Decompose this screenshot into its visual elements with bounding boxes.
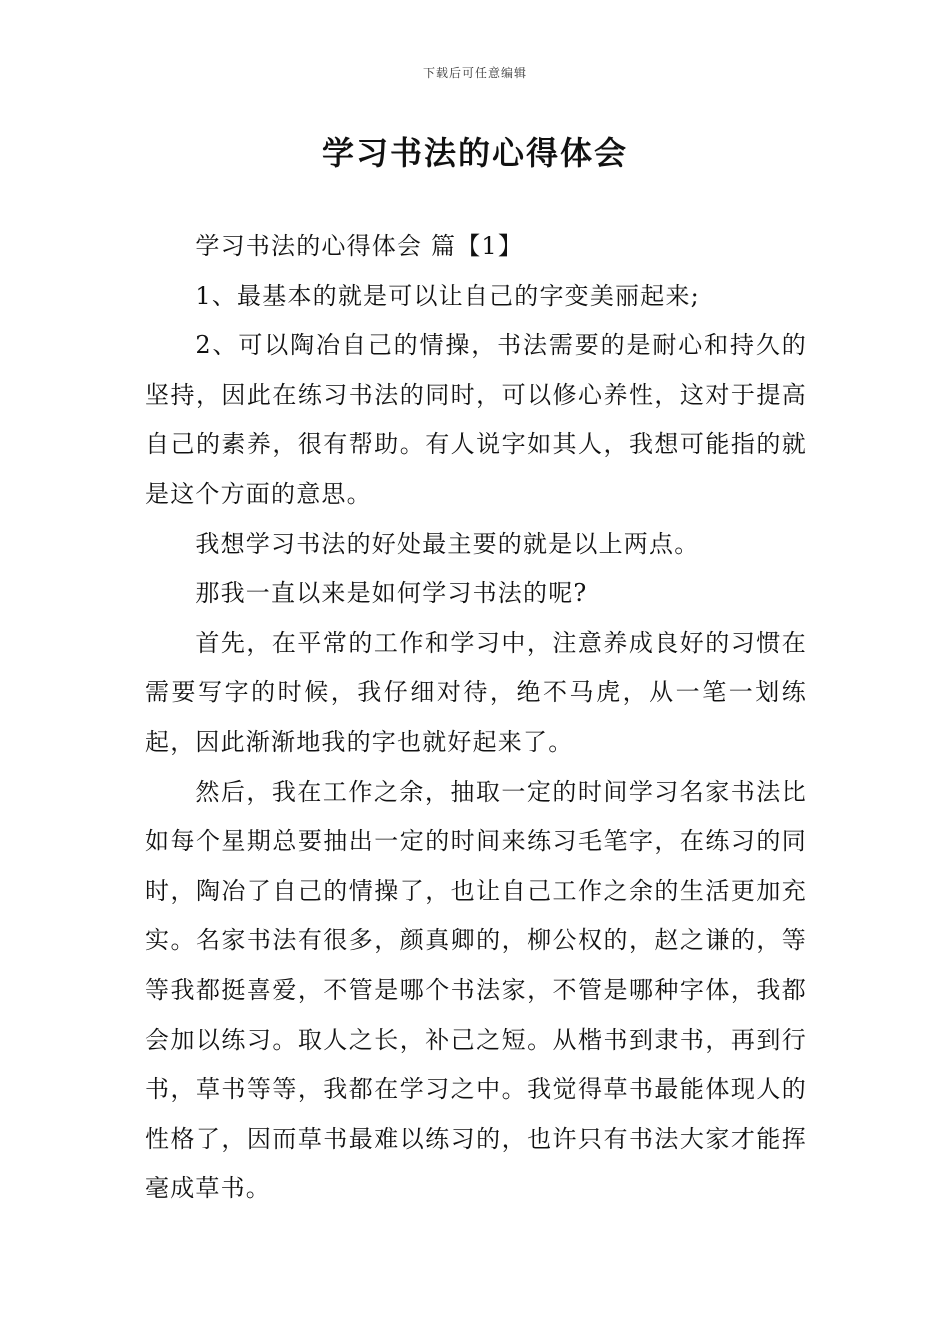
document-body bbox=[145, 222, 807, 1214]
paragraph: 然后，我在工作之余，抽取一定的时间学习名家书法比如每个星期总要抽出一定的时间来练习毛笔字，在练习的同时，陶冶了自己的情操了，也让自己工作之余的生活更加充实。名家书法有很多，颜真卿的，柳公权的，赵之谦的，等等我都挺喜爱，不管是哪个书法家，不管是哪种字体，我都会加以练习。取人之长，补己之短。从楷书到隶书，再到行书，草书等等，我都在学习之中。我觉得草书最能体现人的性格了，因而草书最难以练习的，也许只有书法大家才能挥毫成草书。 bbox=[145, 777, 807, 1203]
paragraph: 首先，在平常的工作和学习中，注意养成良好的习惯在需要写字的时候，我仔细对待，绝不马虎，从一笔一划练起，因此渐渐地我的字也就好起来了。 bbox=[145, 628, 807, 756]
paragraph: 那我一直以来是如何学习书法的呢? bbox=[195, 579, 588, 608]
paragraph: 2、可以陶冶自己的情操，书法需要的是耐心和持久的坚持，因此在练习书法的同时，可以修心养性，这对于提高自己的素养，很有帮助。有人说字如其人，我想可能指的就是这个方面的意思。 bbox=[145, 331, 807, 508]
paragraph: 我想学习书法的好处最主要的就是以上两点。 bbox=[195, 529, 700, 558]
header-note: 下载后可任意编辑 bbox=[422, 66, 527, 80]
paragraph: 1、最基本的就是可以让自己的字变美丽起来; bbox=[195, 281, 700, 310]
document-title: 学习书法的心得体会 bbox=[321, 134, 628, 172]
section-heading: 学习书法的心得体会 篇【1】 bbox=[195, 232, 524, 260]
